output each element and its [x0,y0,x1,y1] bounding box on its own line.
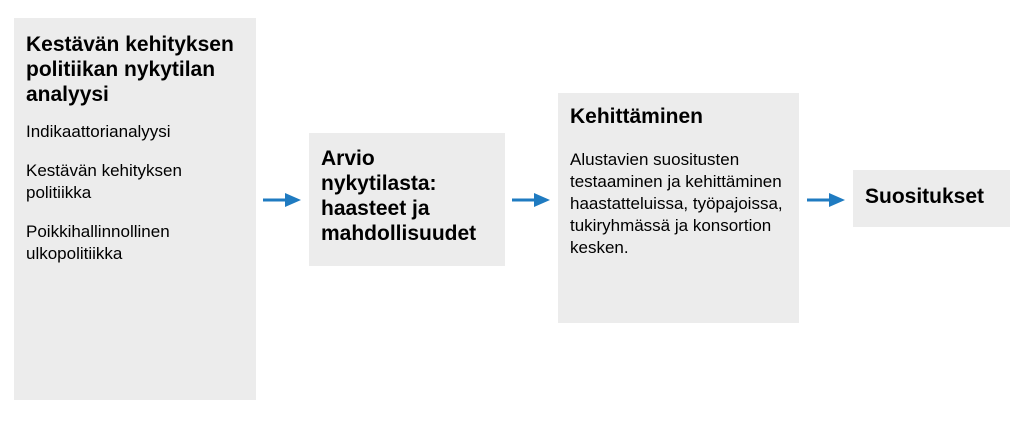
step-title-development: Kehittäminen [570,105,704,128]
step-title-analysis: Kestävän kehityksen politiikan nykytilan analyysi [26,33,234,106]
step-box-assessment [309,133,505,266]
step-box-development [558,93,799,323]
step-item-cross-admin-policy: Poikkihallinnollinen ulkopolitiikka [26,222,170,263]
step-box-recommendations [853,170,1010,227]
step-title-assessment: Arvio nykytilasta: haasteet ja mahdollisuudet [321,147,477,245]
right-arrow-icon [512,192,552,208]
step-title-recommendations: Suositukset [865,185,985,208]
step-item-sustainable-policy: Kestävän kehityksen politiikka [26,161,182,202]
step-item-indicator-analysis: Indikaattorianalyysi [26,122,171,141]
step-text-development: Alustavien suositusten testaaminen ja kehittäminen haastatteluissa, työpajoissa, tukiryhmässä ja konsortion kesken. [570,150,783,257]
step-box-analysis [14,18,256,400]
right-arrow-icon [263,192,303,208]
right-arrow-icon [807,192,847,208]
